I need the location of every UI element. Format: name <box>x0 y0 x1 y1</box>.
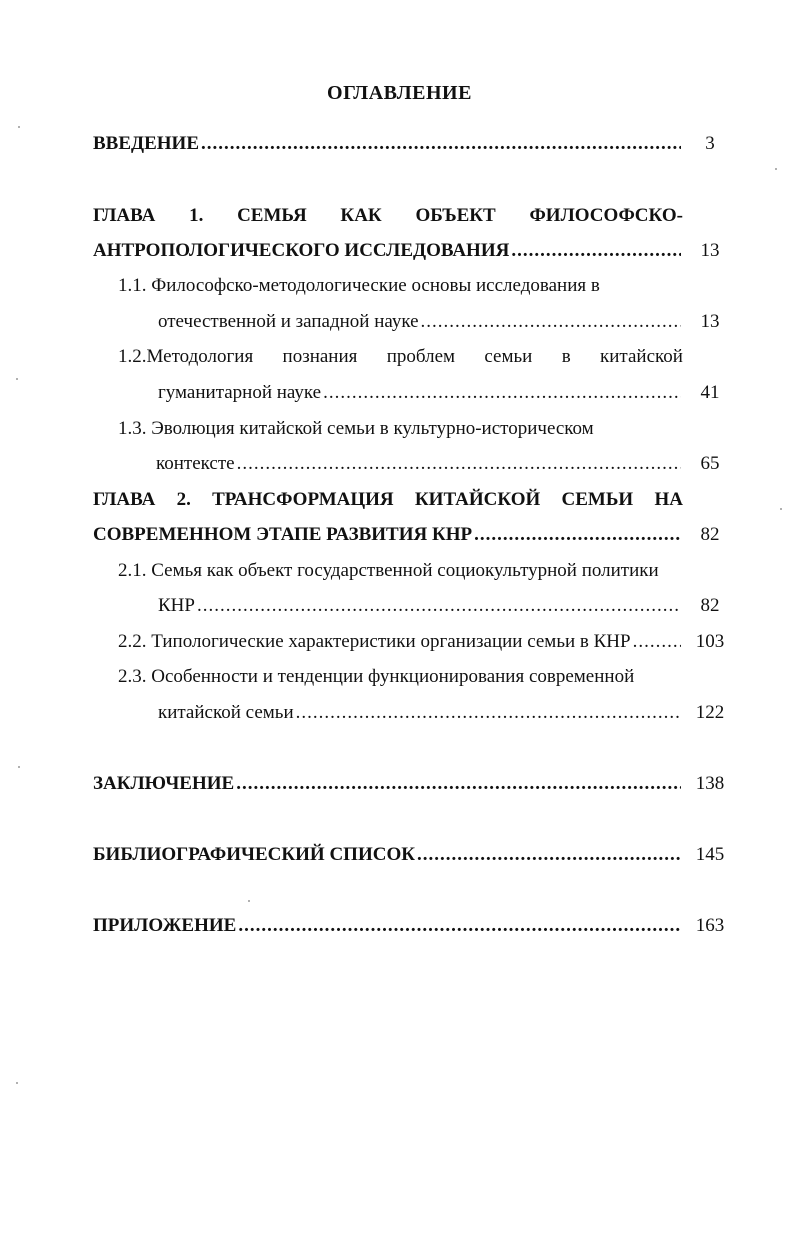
toc-section-2-1-line1[interactable]: 2.1. Семья как объект государственной социокультурной политики <box>118 560 659 581</box>
scan-speck <box>16 378 18 380</box>
heading-word: ФИЛОСОФСКО- <box>529 205 683 226</box>
scan-speck <box>248 900 250 902</box>
toc-page-number: 13 <box>700 311 720 332</box>
toc-entry-chapter1[interactable] <box>93 237 683 265</box>
toc-entry-label: КНР <box>158 595 195 616</box>
dot-leader <box>197 592 681 620</box>
toc-entry-label: китайской семьи <box>158 702 294 723</box>
dot-leader <box>633 628 681 656</box>
toc-entry-section-2-2[interactable] <box>118 628 683 656</box>
toc-page-number: 145 <box>695 844 725 865</box>
toc-entry-section-1-2[interactable] <box>158 379 683 407</box>
dot-leader <box>323 379 681 407</box>
page-title: ОГЛАВЛЕНИЕ <box>327 82 472 104</box>
toc-entry-label: ЗАКЛЮЧЕНИЕ <box>93 773 235 794</box>
dot-leader <box>201 130 681 158</box>
toc-entry-section-1-3[interactable] <box>156 450 683 478</box>
section-word: семьи <box>484 346 533 367</box>
toc-page-number: 122 <box>695 702 725 723</box>
toc-entry-label: гуманитарной науке <box>158 382 322 403</box>
scan-speck <box>18 126 20 128</box>
section-word: проблем <box>386 346 456 367</box>
scan-speck <box>775 168 777 170</box>
scan-speck <box>18 766 20 768</box>
section-word: 1.2.Методология <box>118 346 254 367</box>
dot-leader <box>421 308 681 336</box>
toc-entry-section-1-1[interactable] <box>158 308 683 336</box>
toc-entry-label: 2.2. Типологические характеристики организации семьи в КНР <box>118 631 631 652</box>
toc-page-number: 3 <box>705 133 715 154</box>
toc-entry-conclusion[interactable] <box>93 770 683 798</box>
heading-word: СЕМЬИ <box>561 489 634 510</box>
heading-word: КАК <box>340 205 382 226</box>
heading-word: ГЛАВА <box>93 205 156 226</box>
dot-leader <box>237 450 681 478</box>
toc-page-number: 138 <box>695 773 725 794</box>
dot-leader <box>474 521 681 549</box>
scan-speck <box>16 1082 18 1084</box>
toc-entry-label: контексте <box>156 453 235 474</box>
toc-entry-label: ПРИЛОЖЕНИЕ <box>93 915 237 936</box>
heading-word: КИТАЙСКОЙ <box>414 489 541 510</box>
heading-word: ТРАНСФОРМАЦИЯ <box>212 489 394 510</box>
heading-word: ГЛАВА <box>93 489 156 510</box>
toc-section-1-2-line1[interactable] <box>118 343 683 371</box>
heading-word: 1. <box>189 205 204 226</box>
toc-page-number: 163 <box>695 915 725 936</box>
heading-word: НА <box>654 489 683 510</box>
heading-word: СЕМЬЯ <box>237 205 307 226</box>
heading-word: 2. <box>176 489 191 510</box>
toc-section-2-3-line1[interactable]: 2.3. Особенности и тенденции функционирования современной <box>118 666 635 687</box>
toc-page-number: 82 <box>700 595 720 616</box>
toc-entry-label: ВВЕДЕНИЕ <box>93 133 199 154</box>
toc-entry-bibliography[interactable] <box>93 841 683 869</box>
heading-word: ОБЪЕКТ <box>415 205 496 226</box>
toc-chapter2-heading[interactable] <box>93 486 683 514</box>
toc-entry-label: АНТРОПОЛОГИЧЕСКОГО ИССЛЕДОВАНИЯ <box>93 240 510 261</box>
toc-page-number: 82 <box>700 524 720 545</box>
toc-page-number: 65 <box>700 453 720 474</box>
toc-chapter1-heading[interactable] <box>93 202 683 230</box>
toc-entry-appendix[interactable] <box>93 912 683 940</box>
toc-entry-chapter2[interactable] <box>93 521 683 549</box>
toc-entry-label: СОВРЕМЕННОМ ЭТАПЕ РАЗВИТИЯ КНР <box>93 524 473 545</box>
toc-page-number: 13 <box>700 240 720 261</box>
toc-entry-section-2-3[interactable] <box>158 699 683 727</box>
toc-entry-label: БИБЛИОГРАФИЧЕСКИЙ СПИСОК <box>93 844 416 865</box>
toc-entry-section-2-1[interactable] <box>158 592 683 620</box>
scan-speck <box>780 508 782 510</box>
section-word: китайской <box>600 346 683 367</box>
dot-leader <box>238 912 681 940</box>
section-word: в <box>561 346 571 367</box>
dot-leader <box>236 770 681 798</box>
toc-section-1-1-line1[interactable]: 1.1. Философско-методологические основы исследования в <box>118 275 600 296</box>
dot-leader <box>296 699 681 727</box>
toc-page-number: 41 <box>700 382 720 403</box>
dot-leader <box>511 237 681 265</box>
section-word: познания <box>282 346 358 367</box>
toc-entry-intro[interactable] <box>93 130 683 158</box>
toc-section-1-3-line1[interactable]: 1.3. Эволюция китайской семьи в культурно-историческом <box>118 418 594 439</box>
dot-leader <box>417 841 681 869</box>
toc-entry-label: отечественной и западной науке <box>158 311 419 332</box>
toc-page-number: 103 <box>695 631 725 652</box>
